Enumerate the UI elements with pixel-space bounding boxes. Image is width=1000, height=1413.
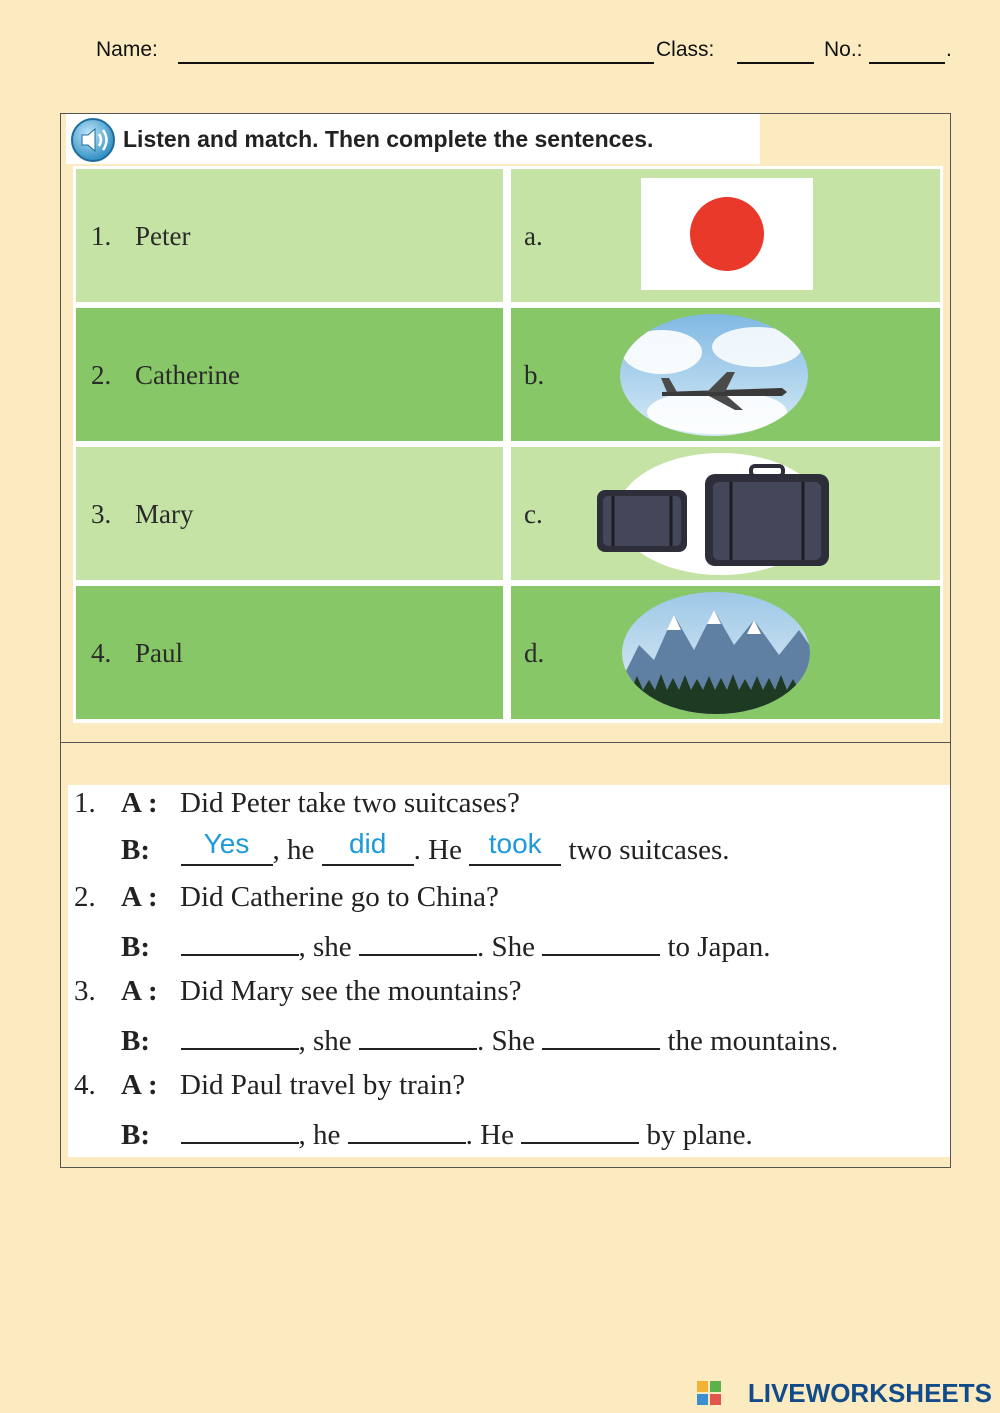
answer-blank-2[interactable] (359, 928, 477, 956)
answer-line: B: Yes , he did . He took two suitcases. (121, 828, 730, 866)
person-name: Catherine (135, 360, 240, 390)
answer-line: B: , he . He by plane. (121, 1116, 753, 1152)
japan-flag-icon (641, 178, 813, 290)
answer-pronoun: she (313, 931, 352, 963)
matching-table (73, 166, 943, 723)
speaker-b-label: B (121, 1119, 141, 1151)
answer-blank-3[interactable] (542, 928, 660, 956)
answer-pronoun-2: She (491, 1025, 535, 1057)
question-line: 1. A : Did Peter take two suitcases? (74, 787, 520, 819)
answer-blank-1[interactable] (181, 928, 299, 956)
instruction-text: Listen and match. Then complete the sentences. (123, 126, 654, 152)
mountains-icon (619, 590, 813, 716)
speaker-a-label: A (121, 975, 142, 1007)
name-label: Name: (96, 38, 158, 61)
answer-blank-2[interactable]: did (322, 838, 414, 866)
question-text: Did Peter take two suitcases? (180, 787, 520, 819)
speaker-icon[interactable] (70, 117, 116, 163)
airplane-icon (617, 312, 811, 438)
answer-pronoun: she (313, 1025, 352, 1057)
question-line: 4. A : Did Paul travel by train? (74, 1069, 466, 1101)
brand-wordmark: LIVEWORKSHEETS (747, 1378, 992, 1408)
number-label: No.: (824, 38, 863, 61)
answer-ending: by plane. (646, 1119, 753, 1151)
person-name: Mary (135, 499, 194, 529)
answer-ending: two suitcases. (568, 834, 730, 866)
person-name: Peter (135, 221, 191, 251)
match-row (73, 166, 943, 302)
class-label: Class: (656, 38, 715, 61)
person-cell[interactable] (76, 308, 503, 441)
answer-pronoun-2: He (428, 834, 462, 866)
speaker-b-label: B (121, 1025, 141, 1057)
match-row (73, 305, 943, 441)
answer-blank-3[interactable] (542, 1022, 660, 1050)
answer-pronoun-2: She (491, 931, 535, 963)
speaker-b-label: B (121, 834, 141, 866)
answer-blank-3[interactable]: took (469, 838, 561, 866)
liveworksheets-logo-icon (697, 1381, 721, 1405)
suitcases-icon (593, 450, 833, 578)
match-row (73, 583, 943, 719)
person-name: Paul (135, 638, 184, 668)
question-text: Did Catherine go to China? (180, 881, 499, 913)
speaker-b-label: B (121, 931, 141, 963)
name-field[interactable] (178, 62, 654, 64)
answer-line: B: , she . She to Japan. (121, 928, 771, 964)
section-divider (60, 742, 951, 743)
picture-letter: b. (524, 360, 545, 390)
answer-pronoun-2: He (480, 1119, 514, 1151)
picture-letter: c. (524, 499, 543, 529)
class-field[interactable] (737, 62, 814, 64)
number-field[interactable] (869, 62, 945, 64)
question-text: Did Mary see the mountains? (180, 975, 522, 1007)
match-row (73, 444, 943, 580)
end-dot: . (946, 38, 952, 61)
answer-line: B: , she . She the mountains. (121, 1022, 838, 1058)
answer-ending: to Japan. (667, 931, 771, 963)
speaker-a-label: A (121, 1069, 142, 1101)
question-number: 2. (74, 881, 96, 913)
answer-blank-3[interactable] (521, 1116, 639, 1144)
row-number: 2. (91, 360, 112, 390)
answer-pronoun: he (287, 834, 315, 866)
question-number: 1. (74, 787, 96, 819)
answer-blank-1[interactable] (181, 1116, 299, 1144)
picture-letter: a. (524, 221, 543, 251)
speaker-a-label: A (121, 787, 142, 819)
question-text: Did Paul travel by train? (180, 1069, 466, 1101)
question-line: 3. A : Did Mary see the mountains? (74, 975, 522, 1007)
answer-blank-1[interactable]: Yes (181, 838, 273, 866)
person-cell[interactable] (76, 586, 503, 719)
question-number: 3. (74, 975, 96, 1007)
answer-pronoun: he (313, 1119, 341, 1151)
picture-cell[interactable] (511, 169, 940, 302)
question-line: 2. A : Did Catherine go to China? (74, 881, 499, 913)
person-cell[interactable] (76, 447, 503, 580)
answer-blank-2[interactable] (348, 1116, 466, 1144)
row-number: 4. (91, 638, 112, 668)
answer-ending: the mountains. (667, 1025, 839, 1057)
answer-blank-2[interactable] (359, 1022, 477, 1050)
picture-cell[interactable] (511, 308, 940, 441)
picture-cell[interactable] (511, 586, 940, 719)
person-cell[interactable] (76, 169, 503, 302)
row-number: 3. (91, 499, 112, 529)
answer-blank-1[interactable] (181, 1022, 299, 1050)
speaker-a-label: A (121, 881, 142, 913)
row-number: 1. (91, 221, 112, 251)
picture-cell[interactable] (511, 447, 940, 580)
question-number: 4. (74, 1069, 96, 1101)
picture-letter: d. (524, 638, 545, 668)
